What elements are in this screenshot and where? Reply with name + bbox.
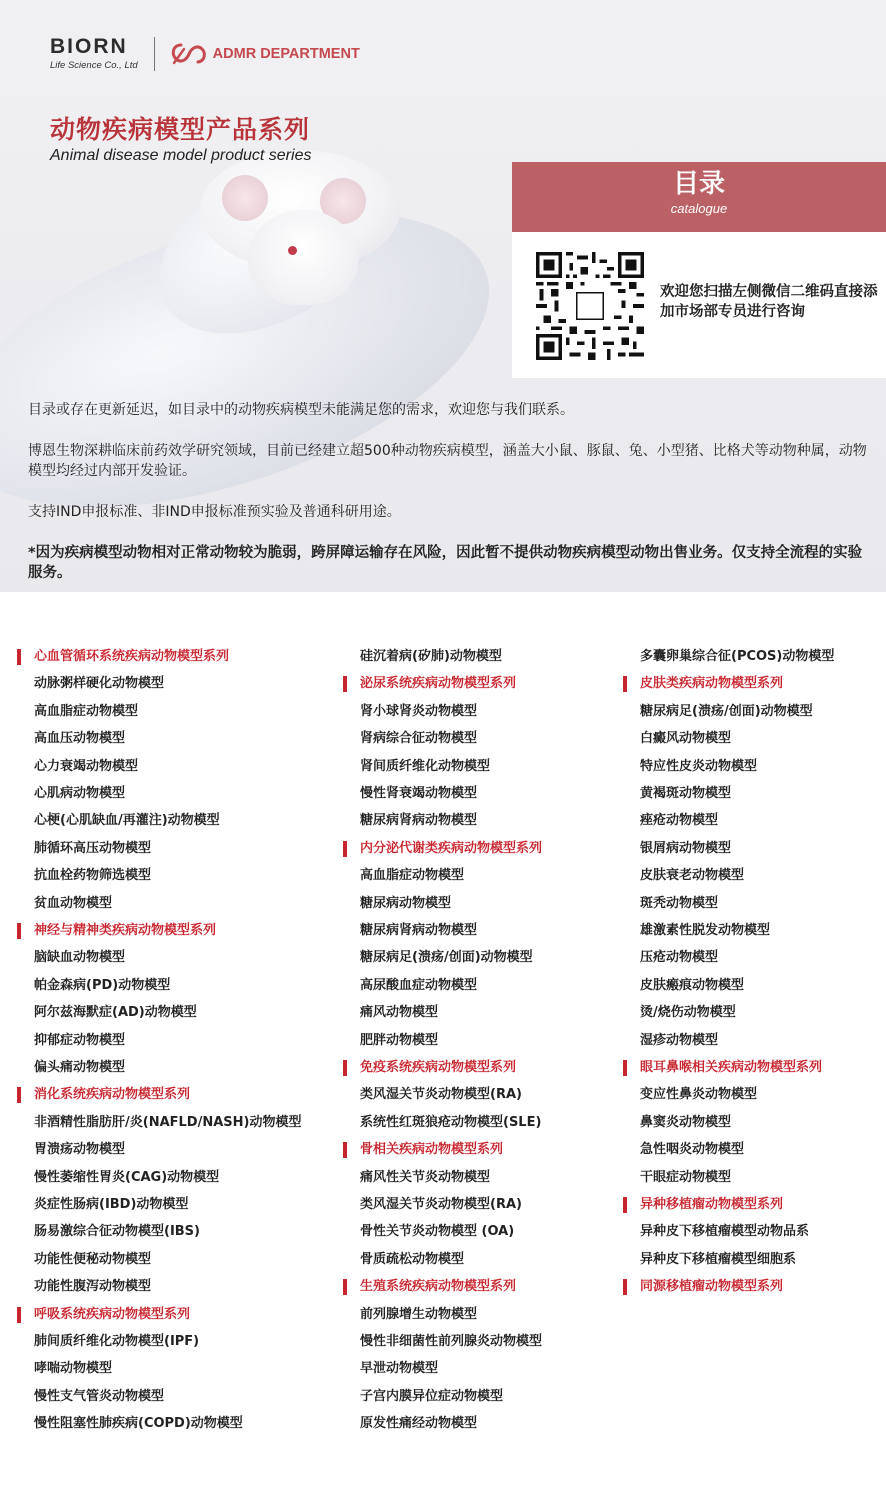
category-header: 泌尿系统疾病动物模型系列 [360,671,516,697]
model-item: 皮肤衰老动物模型 [640,868,745,884]
model-item: 黄褐斑动物模型 [640,786,732,801]
model-item: 偏头痛动物模型 [34,1060,126,1075]
model-item: 原发性痛经动物模型 [360,1416,478,1432]
model-item: 斑秃动物模型 [640,895,719,911]
model-item: 心肌病动物模型 [34,786,126,801]
model-item: 白癜风动物模型 [640,731,732,747]
model-item: 肾小球肾炎动物模型 [360,703,478,719]
model-item: 肥胖动物模型 [360,1032,439,1048]
model-item: 类风湿关节炎动物模型(RA) [360,1197,522,1212]
model-item: 湿疹动物模型 [640,1032,719,1048]
model-item: 鼻窦炎动物模型 [640,1114,732,1130]
category-header: 骨相关疾病动物模型系列 [360,1137,503,1163]
model-item: 骨性关节炎动物模型 (OA) [360,1224,515,1240]
mouse-eye [288,246,297,255]
category-header: 生殖系统疾病动物模型系列 [360,1274,516,1300]
department-name: ADMR DEPARTMENT [212,45,360,62]
model-item: 心力衰竭动物模型 [34,758,139,774]
company-name: BIORN [50,35,128,58]
model-item: 早泄动物模型 [360,1361,439,1377]
model-item: 特应性皮炎动物模型 [640,758,758,774]
model-item: 前列腺增生动物模型 [360,1306,478,1322]
model-item: 急性咽炎动物模型 [640,1142,745,1158]
model-item: 肾间质纤维化动物模型 [360,758,491,774]
model-item: 压疮动物模型 [640,950,719,966]
model-item: 慢性非细菌性前列腺炎动物模型 [360,1334,543,1349]
model-item: 痛风性关节炎动物模型 [360,1169,491,1185]
model-item: 肾病综合征动物模型 [360,731,478,747]
model-item: 心梗(心肌缺血/再灌注)动物模型 [34,813,220,829]
intro-notice: *因为疾病模型动物相对正常动物较为脆弱，跨屏障运输存在风险，因此暂不提供动物疾病模型动物出售业务。仅支持全流程的实验服务。 [28,545,863,581]
model-item: 骨质疏松动物模型 [360,1251,465,1267]
model-item: 帕金森病(PD)动物模型 [34,977,171,993]
model-item: 哮喘动物模型 [34,1361,113,1377]
model-item: 异种皮下移植瘤模型细胞系 [640,1251,797,1267]
model-item: 慢性阻塞性肺疾病(COPD)动物模型 [34,1416,243,1432]
hero-banner [0,0,886,592]
model-item: 抗血栓药物筛选模型 [34,868,152,884]
category-header: 内分泌代谢类疾病动物模型系列 [360,836,542,862]
category-header: 同源移植瘤动物模型系列 [640,1274,783,1300]
model-item: 多囊卵巢综合征(PCOS)动物模型 [640,649,835,664]
intro-paragraph-3: 支持IND申报标准、非IND申报标准预实验及普通科研用途。 [28,504,401,520]
model-item: 动脉粥样硬化动物模型 [34,676,165,692]
model-item: 功能性腹泻动物模型 [34,1279,152,1295]
model-item: 非酒精性脂肪肝/炎(NAFLD/NASH)动物模型 [34,1114,302,1130]
model-item: 炎症性肠病(IBD)动物模型 [34,1197,189,1212]
model-item: 高尿酸血症动物模型 [360,977,478,993]
model-item: 烫/烧伤动物模型 [640,1005,736,1021]
logo-row [50,36,360,71]
mouse-head-image [248,210,358,305]
model-item: 贫血动物模型 [34,895,113,911]
catalog-subtitle: catalogue [670,200,728,216]
model-item: 痛风动物模型 [360,1005,439,1021]
model-item: 高血脂症动物模型 [360,868,465,884]
catalog-header [512,162,886,232]
model-item: 脑缺血动物模型 [34,950,126,966]
model-item: 肠易激综合征动物模型(IBS) [34,1224,200,1240]
page-subtitle: Animal disease model product series [50,147,312,164]
mouse-ear-left [222,175,268,221]
model-item: 肺间质纤维化动物模型(IPF) [34,1334,200,1349]
model-item: 糖尿病足(溃疡/创面)动物模型 [640,703,813,719]
model-item: 糖尿病肾病动物模型 [360,923,478,938]
model-item: 痤疮动物模型 [640,813,719,829]
category-header: 皮肤类疾病动物模型系列 [640,671,783,697]
page-title: 动物疾病模型产品系列 [50,115,311,144]
model-item: 子宫内膜异位症动物模型 [360,1388,504,1404]
qr-panel [512,232,886,378]
category-header: 消化系统疾病动物模型系列 [34,1082,190,1108]
category-header: 异种移植瘤动物模型系列 [640,1192,783,1218]
model-item: 变应性鼻炎动物模型 [640,1087,758,1103]
model-item: 雄激素性脱发动物模型 [640,923,771,938]
model-item: 类风湿关节炎动物模型(RA) [360,1087,522,1103]
model-item: 慢性萎缩性胃炎(CAG)动物模型 [34,1169,220,1185]
model-item: 高血压动物模型 [34,731,126,747]
model-item: 高血脂症动物模型 [34,703,139,719]
model-item: 胃溃疡动物模型 [34,1142,126,1158]
model-item: 银屑病动物模型 [640,840,732,856]
model-item: 慢性肾衰竭动物模型 [360,786,478,801]
model-item: 阿尔兹海默症(AD)动物模型 [34,1005,197,1021]
model-item: 抑郁症动物模型 [34,1032,126,1048]
model-item: 糖尿病肾病动物模型 [360,813,478,829]
model-item: 异种皮下移植瘤模型动物品系 [640,1224,810,1240]
qr-contact-text: 欢迎您扫描左侧微信二维码直接添加市场部专员进行咨询 [660,284,878,320]
intro-paragraph-1: 目录或存在更新延迟，如目录中的动物疾病模型未能满足您的需求，欢迎您与我们联系。 [28,402,574,418]
intro-paragraph-2: 博恩生物深耕临床前药效学研究领域，目前已经建立超500种动物疾病模型，涵盖大小鼠、豚鼠、兔、小型猪、比格犬等动物种属，动物模型均经过内部开发验证。 [28,443,867,479]
model-item: 慢性支气管炎动物模型 [34,1388,165,1404]
model-item: 糖尿病动物模型 [360,895,452,911]
model-item: 功能性便秘动物模型 [34,1251,152,1267]
catalog-title: 目录 [672,169,725,199]
wechat-qr-code[interactable] [536,252,644,360]
model-item: 系统性红斑狼疮动物模型(SLE) [360,1114,542,1130]
biorn-logo [50,36,138,71]
model-item: 皮肤瘢痕动物模型 [640,977,745,993]
category-header: 眼耳鼻喉相关疾病动物模型系列 [640,1055,822,1081]
model-item: 肺循环高压动物模型 [34,840,152,856]
model-item: 糖尿病足(溃疡/创面)动物模型 [360,950,533,966]
category-header: 免疫系统疾病动物模型系列 [360,1055,516,1081]
category-header: 心血管循环系统疾病动物模型系列 [34,644,229,670]
model-item: 干眼症动物模型 [640,1169,732,1185]
model-item: 硅沉着病(矽肺)动物模型 [360,649,502,664]
category-header: 呼吸系统疾病动物模型系列 [34,1302,190,1328]
admr-logo-icon [169,41,209,67]
logo-divider [154,37,155,71]
company-subname: Life Science Co., Ltd [50,60,138,71]
category-header: 神经与精神类疾病动物模型系列 [34,918,216,944]
